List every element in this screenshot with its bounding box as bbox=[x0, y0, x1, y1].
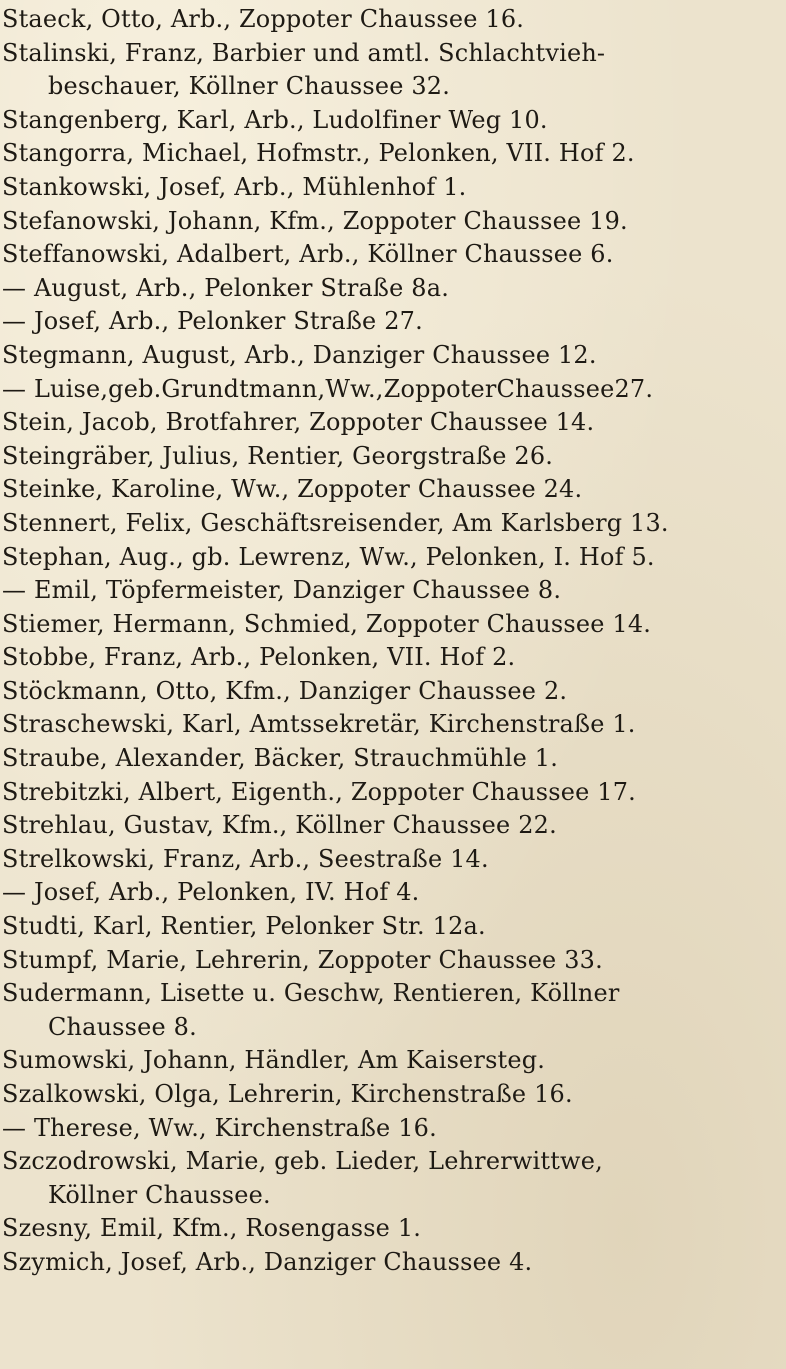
entry-line: Straube, Alexander, Bäcker, Strauchmühle 1. bbox=[2, 744, 559, 773]
entry-line: Strehlau, Gustav, Kfm., Köllner Chaussee 22. bbox=[2, 811, 557, 840]
entry-line: Stöckmann, Otto, Kfm., Danziger Chaussee 2. bbox=[2, 676, 568, 705]
entry-line: Stennert, Felix, Geschäftsreisender, Am Karlsberg 13. bbox=[2, 508, 669, 537]
entry-line: Szymich, Josef, Arb., Danziger Chaussee 4. bbox=[2, 1247, 533, 1276]
entry-line: Szczodrowski, Marie, geb. Lieder, Lehrerwittwe, bbox=[2, 1147, 603, 1176]
entry-line: Stein, Jacob, Brotfahrer, Zoppoter Chaussee 14. bbox=[2, 408, 595, 437]
entry-line: Straschewski, Karl, Amtssekretär, Kirchenstraße 1. bbox=[2, 710, 636, 739]
directory-entries bbox=[2, 3, 778, 1280]
entry-line: — Therese, Ww., Kirchenstraße 16. bbox=[2, 1113, 437, 1142]
entry-line: — August, Arb., Pelonker Straße 8a. bbox=[2, 273, 450, 302]
entry-line: Steinke, Karoline, Ww., Zoppoter Chaussee 24. bbox=[2, 475, 583, 504]
entry-line: Stangenberg, Karl, Arb., Ludolfiner Weg 10. bbox=[2, 105, 548, 134]
entry-line: Sudermann, Lisette u. Geschw, Rentieren, Köllner bbox=[2, 979, 620, 1008]
entry-line: Szesny, Emil, Kfm., Rosengasse 1. bbox=[2, 1214, 422, 1243]
entry-line: Steffanowski, Adalbert, Arb., Köllner Chaussee 6. bbox=[2, 240, 614, 269]
entry-line: Stankowski, Josef, Arb., Mühlenhof 1. bbox=[2, 172, 467, 201]
entry-line: Strelkowski, Franz, Arb., Seestraße 14. bbox=[2, 844, 489, 873]
entry-line: — Luise,geb.Grundtmann,Ww.,ZoppoterChaussee27. bbox=[2, 374, 654, 403]
entry-continuation-line: beschauer, Köllner Chaussee 32. bbox=[48, 72, 451, 101]
entry-line: Stumpf, Marie, Lehrerin, Zoppoter Chaussee 33. bbox=[2, 945, 603, 974]
entry-line: Stangorra, Michael, Hofmstr., Pelonken, VII. Hof 2. bbox=[2, 139, 635, 168]
entry-line: — Josef, Arb., Pelonken, IV. Hof 4. bbox=[2, 878, 420, 907]
entry-line: Studti, Karl, Rentier, Pelonker Str. 12a. bbox=[2, 912, 486, 941]
entry-line: Szalkowski, Olga, Lehrerin, Kirchenstraße 16. bbox=[2, 1080, 573, 1108]
entry-continuation-line: Chaussee 8. bbox=[48, 1012, 197, 1041]
entry-line: Stobbe, Franz, Arb., Pelonken, VII. Hof 2. bbox=[2, 643, 516, 672]
entry-line: Stiemer, Hermann, Schmied, Zoppoter Chaussee 14. bbox=[2, 609, 652, 638]
entry-continuation-line: Köllner Chaussee. bbox=[48, 1180, 271, 1209]
entry-line: — Emil, Töpfermeister, Danziger Chaussee 8. bbox=[2, 576, 562, 605]
entry-line: Sumowski, Johann, Händler, Am Kaisersteg. bbox=[2, 1046, 546, 1075]
entry-line: Steingräber, Julius, Rentier, Georgstraße 26. bbox=[2, 441, 554, 470]
entry-line: Stephan, Aug., gb. Lewrenz, Ww., Pelonken, I. Hof 5. bbox=[2, 542, 655, 571]
entry-line: — Josef, Arb., Pelonker Straße 27. bbox=[2, 307, 423, 336]
entry-line: Stefanowski, Johann, Kfm., Zoppoter Chaussee 19. bbox=[2, 206, 628, 235]
entry-line: Strebitzki, Albert, Eigenth., Zoppoter Chaussee 17. bbox=[2, 777, 636, 806]
entry-line: Stalinski, Franz, Barbier und amtl. Schlachtvieh- bbox=[2, 38, 606, 67]
entry-line: Stegmann, August, Arb., Danziger Chaussee 12. bbox=[2, 340, 597, 369]
entry-line: Staeck, Otto, Arb., Zoppoter Chaussee 16. bbox=[2, 5, 525, 33]
